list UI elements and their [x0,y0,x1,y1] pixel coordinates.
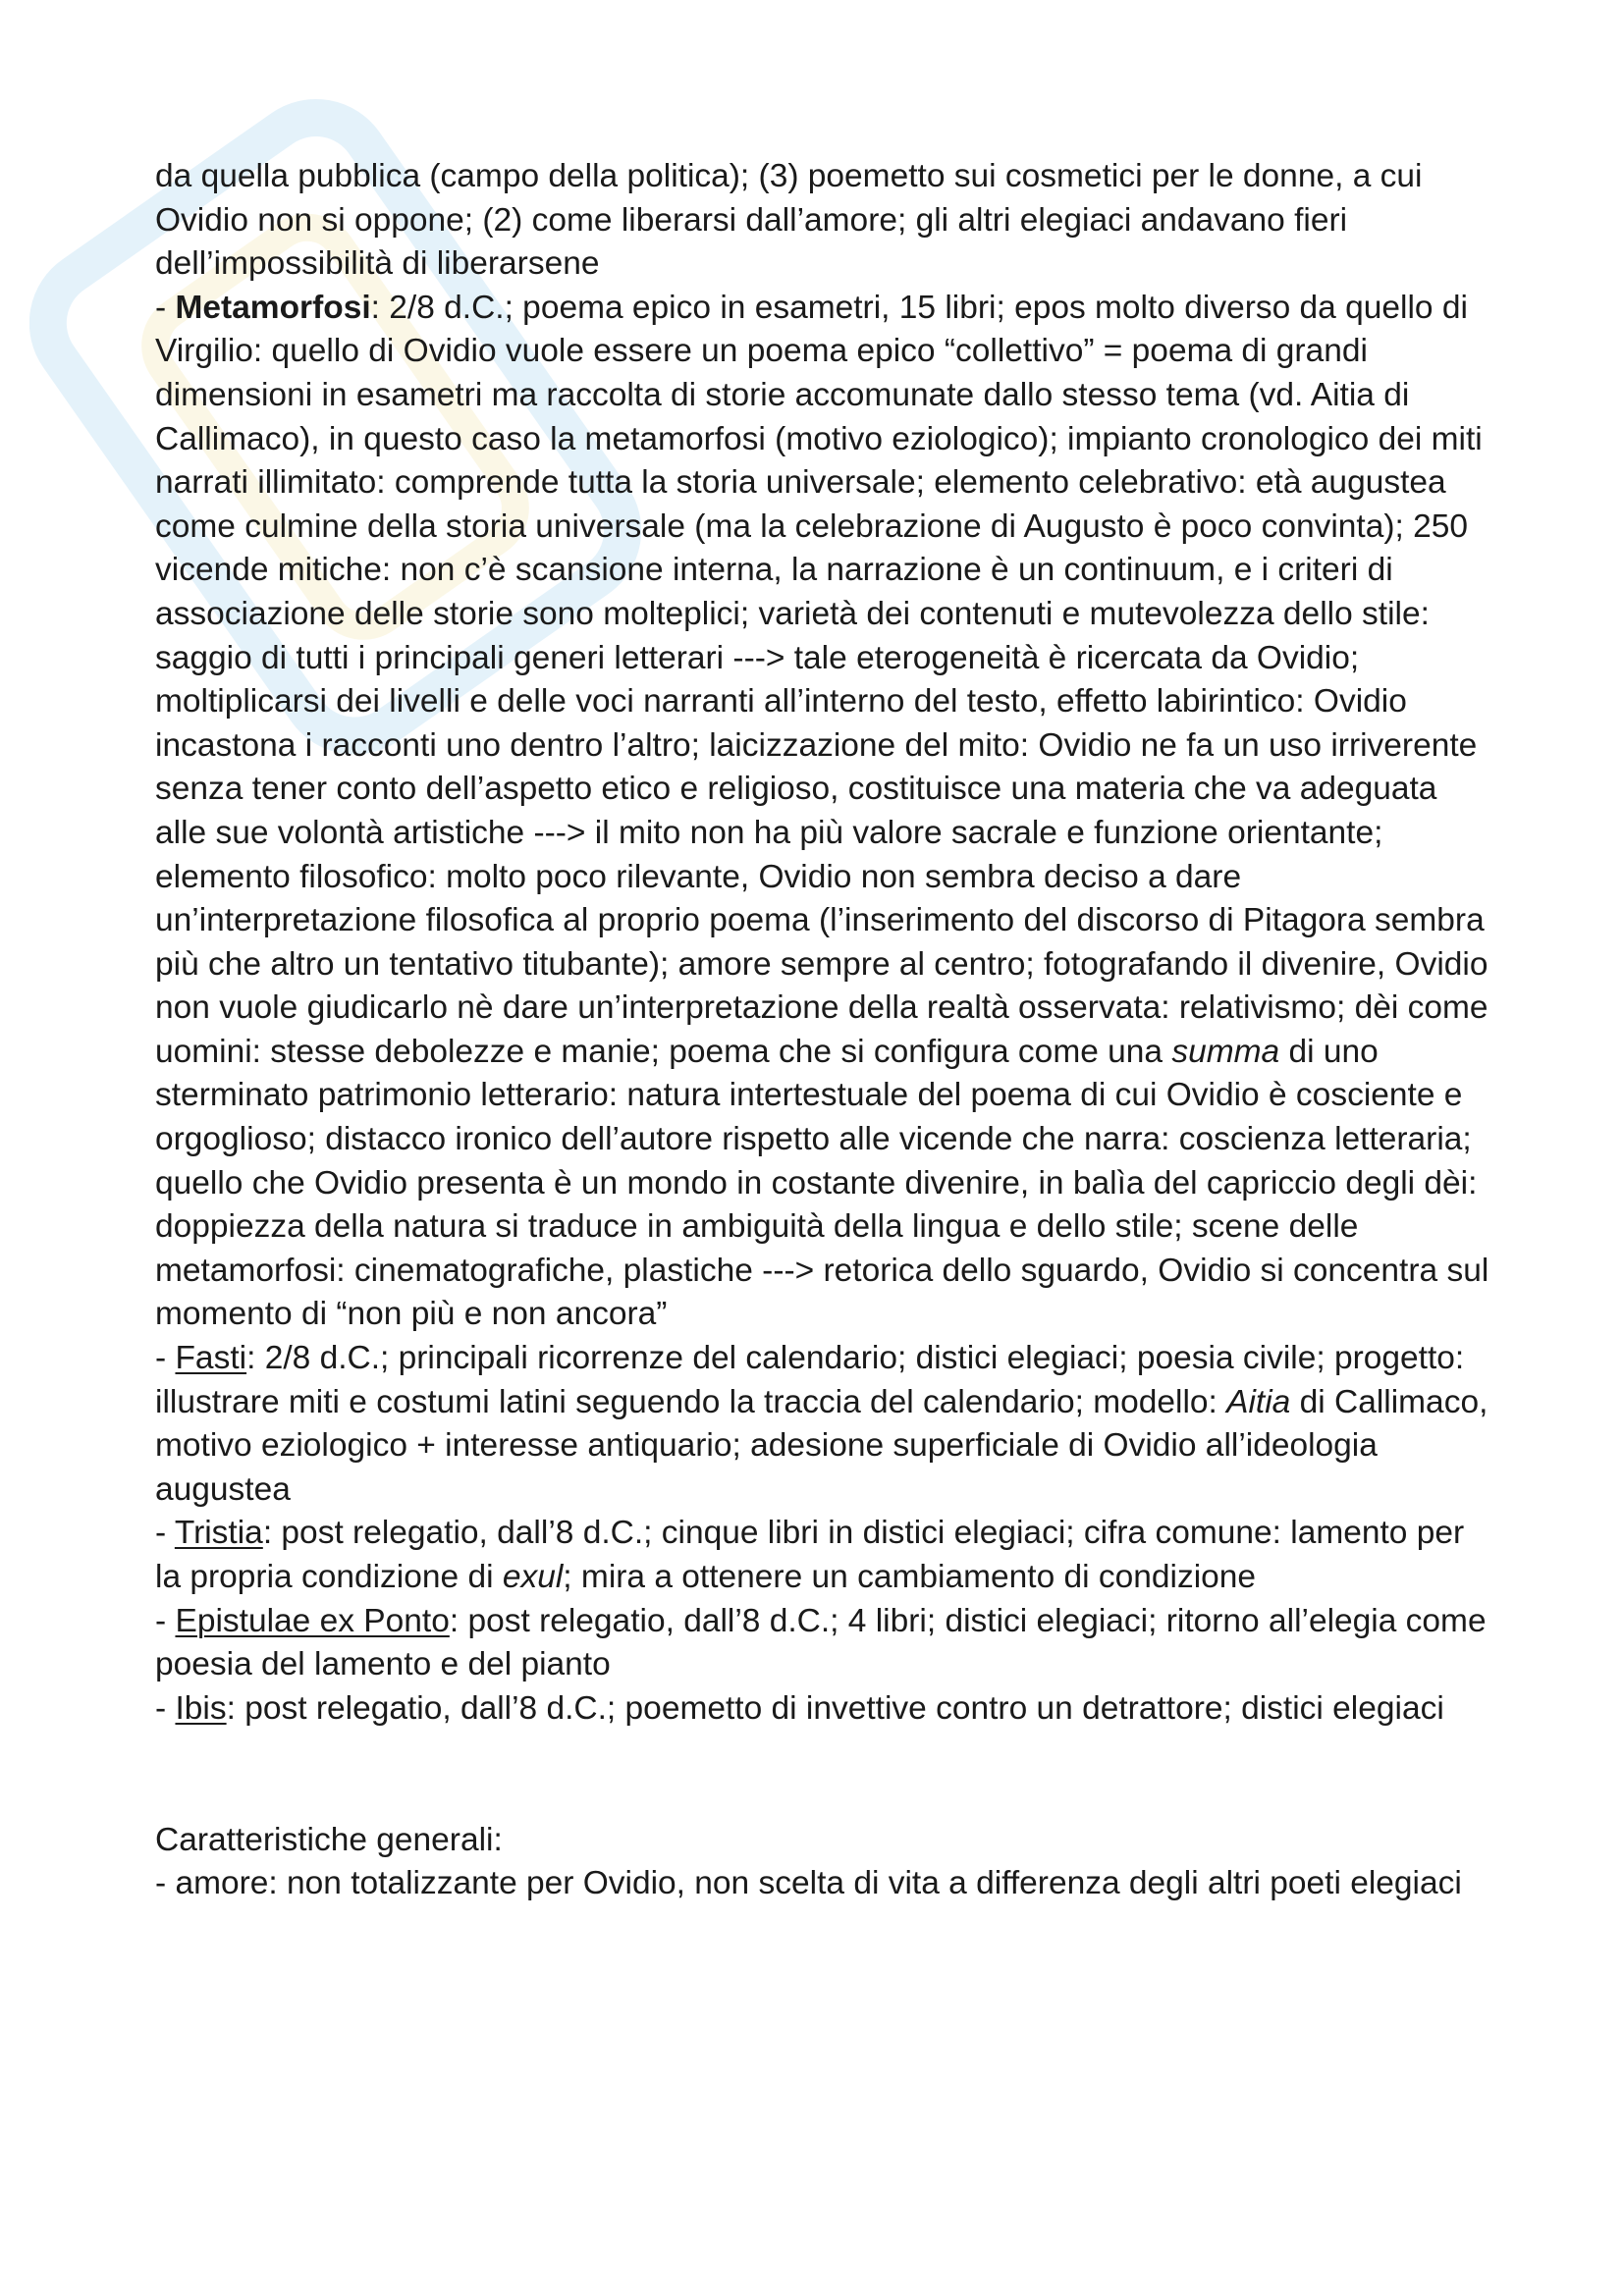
paragraph-intro: da quella pubblica (campo della politica); (3) poemetto sui cosmetici per le donne, a cui Ovidio non si oppone; (2) come liberarsi dall’amore; gli altri elegiaci andavano fieri dell’impossibilità di liberarsene [155,158,1423,283]
title-ibis: Ibis [175,1689,227,1727]
paragraph-epistulae: - Epistulae ex Ponto: post relegatio, dall’8 d.C.; 4 libri; distici elegiaci; ritorno all’elegia come poesia del lamento e del pianto [155,1602,1487,1683]
paragraph-ibis: - Ibis: post relegatio, dall’8 d.C.; poemetto di invettive contro un detrattore; distici elegiaci [155,1689,1444,1727]
document-body [155,155,1490,1906]
title-metamorfosi: Metamorfosi [175,289,371,326]
title-fasti: Fasti [175,1340,247,1377]
title-epistulae: Epistulae ex Ponto [175,1602,450,1639]
title-tristia: Tristia [174,1515,263,1552]
paragraph-metamorfosi: - Metamorfosi: 2/8 d.C.; poema epico in esametri, 15 libri; epos molto diverso da quello di Virgilio: quello di Ovidio vuole essere un poema epico “collettivo” = poema di grandi dimensioni in esametri ma raccolta di storie accomunate dallo stesso tema (vd. Aitia di Callimaco), in questo caso la metamorfosi (motivo eziologico); impianto cronologico dei miti narrati illimitato: comprende tutta la storia universale; elemento celebrativo: età augustea come culmine della storia universale (ma la celebrazione di Augusto è poco convinta); 250 vicende mitiche: non c’è scansione interna, la narrazione è un continuum, e i criteri di associazione delle storie sono molteplici; varietà dei contenuti e mutevolezza dello stile: saggio di tutti i principali generi letterari ---> tale eterogeneità è ricercata da Ovidio; moltiplicarsi dei livelli e delle voci narranti all’interno del testo, effetto labirintico: Ovidio incastona i racconti uno dentro l’altro; laicizzazione del mito: Ovidio ne fa un uso irriverente senza tener conto dell’aspetto etico e religioso, costituisce una materia che va adeguata alle sue volontà artistiche ---> il mito non ha più valore sacrale e funzione orientante; elemento filosofico: molto poco rilevante, Ovidio non sembra deciso a dare un’interpretazione filosofica al proprio poema (l’inserimento del discorso di Pitagora sembra più che altro un tentativo titubante); amore sempre al centro; fotografando il divenire, Ovidio non vuole giudicarlo nè dare un’interpretazione della realtà osservata: relativismo; dèi come uomini: stesse debolezze e manie; poema che si configura come una summa di uno sterminato patrimonio letterario: natura intertestuale del poema di cui Ovidio è cosciente e orgoglioso; distacco ironico dell’autore rispetto alle vicende che narra: coscienza letteraria; quello che Ovidio presenta è un mondo in costante divenire, in balìa del capriccio degli dèi: doppiezza della natura si traduce in ambiguità della lingua e dello stile; scene delle metamorfosi: cinematografiche, plastiche ---> retorica dello sguardo, Ovidio si concentra sul momento di “non più e non ancora” [155,289,1489,1333]
spacer [155,1731,1490,1818]
paragraph-tristia: - Tristia: post relegatio, dall’8 d.C.; cinque libri in distici elegiaci; cifra comune: lamento per la propria condizione di exul; mira a ottenere un cambiamento di condizione [155,1515,1465,1595]
heading-caratteristiche: Caratteristiche generali: [155,1821,503,1858]
paragraph-fasti: - Fasti: 2/8 d.C.; principali ricorrenze del calendario; distici elegiaci; poesia civile; progetto: illustrare miti e costumi latini seguendo la traccia del calendario; modello: Aitia di Callimaco, motivo eziologico + interesse antiquario; adesione superficiale di Ovidio all’ideologia augustea [155,1340,1488,1508]
paragraph-amore: - amore: non totalizzante per Ovidio, non scelta di vita a differenza degli altri poeti elegiaci [155,1865,1462,1902]
